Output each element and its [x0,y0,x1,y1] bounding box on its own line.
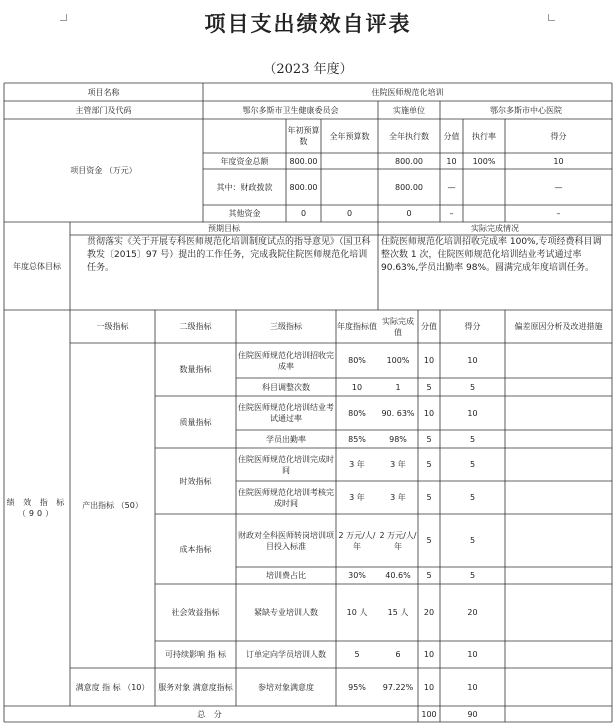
category-sustain: 可持续影响 指 标 [164,650,227,659]
funds-row-value: 0 [406,209,412,218]
indicator-target: 2 万元/人/年 [338,530,376,551]
funds-row-name: 年度资金总额 [220,156,269,166]
total-got: 90 [467,709,478,719]
funds-col-header: 全年执行数 [389,131,429,141]
indicator-actual: 15 人 [387,608,409,617]
expected-goal-header: 预期目标 [208,224,240,233]
project-name-value: 住院医师规范化培训 [371,87,444,97]
indicator-name: 科目调整次数 [262,382,310,392]
indicator-target: 80% [348,408,366,418]
indicator-got: 10 [467,682,478,692]
funds-row-value: 800.00 [289,156,318,166]
indicator-name: 住院医师规范化培训考核完成时间 [238,487,334,508]
indicator-name: 参培对象满意度 [258,682,314,692]
category-cost: 成本指标 [179,544,212,554]
funds-row-value [321,169,378,205]
indicator-got: 5 [469,460,476,469]
indicator-actual: 40.6% [385,571,411,580]
indicator-got: 5 [469,493,476,502]
indicator-name: 财政对全科医师转岗培训项目投入标准 [238,530,334,551]
funds-row-value: 0 [346,209,353,218]
indicator-score: 5 [426,460,432,469]
actual-result-header: 实际完成情况 [471,224,519,233]
perf-col-header: 一级指标 [96,322,129,331]
perf-col-header: 偏差原因分析及改进措施 [514,322,603,331]
indicator-actual: 1 [395,382,401,392]
indicator-target: 95% [348,682,366,692]
indicator-target: 30% [348,571,366,580]
indicator-name: 学员出勤率 [266,434,306,444]
indicator-name: 紧缺专业培训人数 [254,608,318,617]
indicator-actual: 97.22% [382,682,414,692]
indicator-got: 10 [467,356,478,365]
total-score: 100 [421,709,437,719]
dept-value: 鄂尔多斯市卫生健康委员会 [242,105,339,115]
category-service: 服务对象 满意度指标 [158,682,233,692]
category-quality: 质量指标 [179,417,212,427]
expected-goal-text: 贯彻落实《关于开展专科医师规范化培训制度试点的指导意见》（国卫科教发〔2015〕97 号）提出的工作任务，完成我院住院医师规范化培训任务。 [87,237,371,273]
funds-col-header: 年初预算数 [287,126,320,146]
indicator-score: 5 [426,536,432,545]
indicator-target: 80% [348,356,366,365]
funds-col-header: 分值 [443,131,460,141]
funds-row-value: 10 [553,156,564,166]
indicator-score: 20 [423,608,435,617]
perf-col-header: 三级指标 [270,322,302,331]
perf-col-header: 分值 [421,322,437,331]
indicator-got: 10 [467,408,478,418]
perf-col-header: 得分 [464,322,481,331]
funds-row-value: — [447,182,456,192]
indicator-score: 10 [423,650,435,659]
funds-row-value [321,153,378,169]
indicator-name: 培训费占比 [266,571,306,580]
funds-row-name: 其中：财政拨款 [216,182,273,192]
funds-row-value: – [449,209,454,218]
indicator-got: 5 [469,571,476,580]
unit-label: 实施单位 [393,105,425,115]
indicator-got: 5 [469,434,476,444]
indicator-target: 10 人 [346,608,368,617]
funds-row-value: 100% [472,156,496,166]
satisfaction-indicator-label: 满意度 指 标 （10） [75,682,150,692]
indicator-actual: 98% [389,434,407,444]
indicator-target: 85% [348,434,366,444]
indicator-actual: 3 年 [390,493,406,502]
indicator-actual: 6 [395,650,401,659]
funds-row-value: 800.00 [395,182,423,192]
funds-row-value [463,205,505,222]
funds-col-header: 全年预算数 [329,131,370,141]
indicator-got: 10 [467,650,478,659]
funds-row-value: 0 [300,209,307,218]
funds-row-value [463,169,505,205]
goals-label: 年度总体目标 [13,261,61,271]
dept-label: 主管部门及代码 [75,105,132,115]
perf-col-header: 二级指标 [179,322,212,331]
funds-row-value: 10 [446,156,457,166]
indicator-name: 订单定向学员培训人数 [246,650,326,659]
funds-col-header: 执行率 [472,131,496,141]
project-name-label: 项目名称 [87,87,120,97]
funds-col-header: 得分 [550,131,567,141]
funds-label: 项目资金 （万元） [70,166,137,175]
funds-row-value: 800.00 [395,156,423,166]
indicator-actual: 90. 63% [381,408,415,418]
indicator-score: 10 [423,356,435,365]
indicator-actual: 3 年 [390,460,406,469]
unit-value: 鄂尔多斯市中心医院 [490,105,562,115]
indicator-target: 10 [351,382,363,392]
indicator-name: 住院医师规范化培训结业考试通过率 [238,403,334,423]
document-year: （2023 年度） [263,62,353,77]
funds-row-value: – [556,209,561,218]
funds-row-value: 800.00 [289,182,318,192]
indicator-target: 5 [354,650,360,659]
actual-result-text: 住院医师规范化培训招收完成率 100%,专项经费科目调整次数 1 次，住院医师规范化培训结业考试通过率 90.63%,学员出勤率 98%。圆满完成年度培训任务。 [381,237,602,273]
indicator-got: 5 [469,536,476,545]
indicator-score: 5 [426,382,432,392]
indicator-score: 10 [423,408,435,418]
indicator-score: 5 [426,571,432,580]
indicator-name: 住院医师规范化培训完成时间 [238,454,334,475]
perf-col-header: 实际完成值 [382,316,414,337]
document-title: 项目支出绩效自评表 [204,11,412,36]
perf-group-label: 绩 效 指 标 （90） [6,498,68,518]
indicator-got: 20 [467,608,478,617]
indicator-name: 住院医师规范化培训招收完成率 [238,350,334,371]
indicator-score: 5 [426,434,432,444]
category-social: 社会效益指标 [171,608,220,617]
indicator-score: 10 [423,682,435,692]
perf-col-header: 年度指标值 [337,322,377,331]
indicator-target: 3 年 [349,460,365,469]
category-quantity: 数量指标 [179,365,212,374]
indicator-actual: 100% [386,356,410,365]
indicator-score: 5 [426,493,432,502]
total-label: 总 分 [197,709,225,719]
funds-row-name: 其他资金 [228,209,261,218]
indicator-actual: 2 万元/人/年 [379,530,417,551]
output-indicator-label: 产出指标 （50） [82,501,143,510]
funds-row-value: — [554,182,563,192]
indicator-target: 3 年 [349,493,365,502]
indicator-got: 5 [469,382,476,392]
category-time: 时效指标 [179,476,212,486]
